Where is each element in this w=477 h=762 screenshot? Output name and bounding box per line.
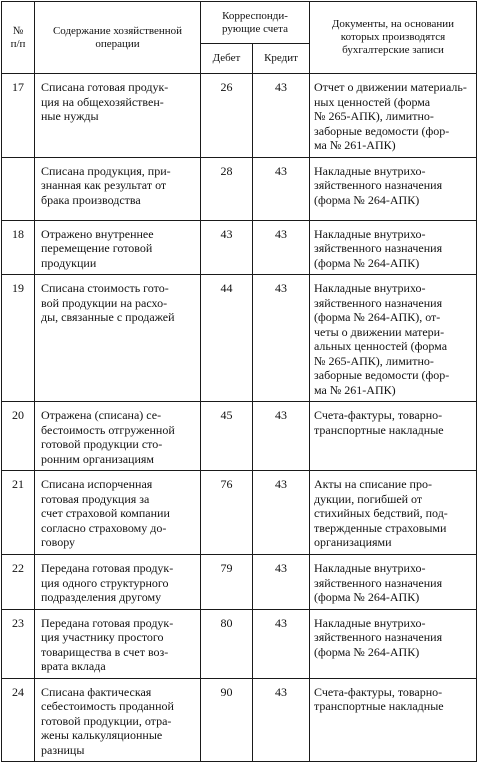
- header-debit: Дебет: [201, 44, 253, 74]
- cell-line: разницы: [41, 742, 85, 757]
- cell-line: Списана готовая продук-: [41, 80, 169, 94]
- credit-account: 43: [253, 402, 310, 471]
- cell-line: заборные ведомости (фор-: [314, 368, 450, 382]
- cell-line: вой продукции на расхо-: [41, 295, 168, 310]
- cell-line: Накладные внутрихо-: [314, 163, 426, 178]
- source-documents: [310, 555, 477, 610]
- cell-line: бестоимость отгруженной: [41, 422, 175, 437]
- cell-line: ция на общехозяйствен-: [41, 94, 164, 109]
- cell-line: товарищества в счет воз-: [41, 644, 169, 659]
- source-documents: [310, 678, 477, 762]
- cell-line: организациями: [314, 535, 392, 549]
- debit-account: 79: [201, 555, 253, 610]
- cell-line: заборные ведомости (фор-: [314, 123, 450, 138]
- header-credit: Кредит: [253, 44, 310, 74]
- cell-line: зяйственного назначения: [314, 241, 443, 255]
- cell-line: ция одного структурного: [41, 575, 169, 590]
- cell-line: Списана стоимость гото-: [41, 281, 169, 295]
- cell-line: зяйственного назначения: [314, 178, 443, 192]
- cell-line: перемещение готовой: [41, 241, 153, 255]
- cell-line: (форма № 264-АПК), от-: [314, 310, 441, 324]
- header-number: № п/п: [2, 2, 35, 74]
- cell-line: врата вклада: [41, 659, 106, 673]
- cell-line: Передана готовая продук-: [41, 615, 174, 630]
- cell-line: дукции, погибшей от: [314, 491, 423, 506]
- table-row: [2, 471, 477, 555]
- row-number: 21: [2, 471, 35, 555]
- cell-line: транспортные накладные: [314, 699, 444, 713]
- cell-line: ных ценностей (форма: [314, 94, 431, 109]
- operation-description: [35, 275, 201, 402]
- credit-account: 43: [253, 678, 310, 762]
- cell-line: Отчет о движении материаль-: [314, 80, 467, 94]
- table-row: [2, 74, 477, 158]
- cell-line: Акты на списание про-: [314, 477, 432, 491]
- table-row: [2, 555, 477, 610]
- cell-line: Накладные внутрихо-: [314, 226, 426, 241]
- operation-description: [35, 220, 201, 275]
- cell-line: ма № 261-АПК): [314, 382, 396, 397]
- cell-line: Отражена (списана) се-: [41, 408, 162, 422]
- cell-line: Отражено внутреннее: [41, 226, 154, 241]
- table-row: [2, 275, 477, 402]
- cell-line: (форма № 264-АПК): [314, 590, 420, 604]
- cell-line: знанная как результат от: [41, 178, 167, 192]
- row-number: 18: [2, 220, 35, 275]
- cell-line: ма № 261-АПК): [314, 138, 396, 152]
- debit-account: 43: [201, 220, 253, 275]
- row-number: 24: [2, 678, 35, 762]
- operation-description: [35, 609, 201, 678]
- table-row: [2, 220, 477, 275]
- cell-line: ные нужды: [41, 109, 99, 123]
- operation-description: [35, 74, 201, 158]
- credit-account: 43: [253, 74, 310, 158]
- cell-line: Счета-фактуры, товарно-: [314, 684, 443, 699]
- cell-line: Списана фактическая: [41, 684, 152, 699]
- row-number: 19: [2, 275, 35, 402]
- cell-line: Накладные внутрихо-: [314, 561, 426, 575]
- cell-line: зяйственного назначения: [314, 295, 443, 310]
- operation-description: [35, 157, 201, 220]
- header-documents: Документы, на основании которых производятся бухгалтерские записи: [310, 2, 477, 74]
- cell-line: брака производства: [41, 192, 141, 207]
- cell-line: жены калькуляционные: [41, 728, 163, 742]
- table-row: [2, 678, 477, 762]
- debit-account: 28: [201, 157, 253, 220]
- row-number: 22: [2, 555, 35, 610]
- cell-line: ция участнику простого: [41, 630, 164, 644]
- operation-description: [35, 678, 201, 762]
- cell-line: готовой продукции, отра-: [41, 713, 172, 728]
- credit-account: 43: [253, 275, 310, 402]
- row-number: 17: [2, 74, 35, 158]
- credit-account: 43: [253, 555, 310, 610]
- debit-account: 80: [201, 609, 253, 678]
- cell-line: (форма № 264-АПК): [314, 644, 420, 659]
- cell-line: готовая продукция за: [41, 491, 150, 506]
- cell-line: ды, связанные с продажей: [41, 310, 175, 324]
- table-row: [2, 157, 477, 220]
- cell-line: альных ценностей (форма: [314, 339, 448, 353]
- credit-account: 43: [253, 220, 310, 275]
- cell-line: № 265-АПК), лимитно-: [314, 353, 434, 368]
- row-number: 20: [2, 402, 35, 471]
- cell-line: Списана продукция, при-: [41, 163, 171, 178]
- cell-line: говору: [41, 535, 76, 549]
- cell-line: твержденные страховыми: [314, 520, 447, 535]
- cell-line: Передана готовая продук-: [41, 561, 174, 575]
- cell-line: подразделения другому: [41, 590, 162, 604]
- operation-description: [35, 402, 201, 471]
- cell-line: Накладные внутрихо-: [314, 281, 426, 295]
- source-documents: [310, 275, 477, 402]
- debit-account: 26: [201, 74, 253, 158]
- credit-account: 43: [253, 471, 310, 555]
- business-operations-table: [1, 1, 477, 762]
- source-documents: [310, 402, 477, 471]
- table-row: [2, 402, 477, 471]
- cell-line: продукции: [41, 255, 97, 270]
- source-documents: [310, 220, 477, 275]
- operation-description: [35, 471, 201, 555]
- credit-account: 43: [253, 157, 310, 220]
- cell-line: (форма № 264-АПК): [314, 192, 420, 207]
- cell-line: ронним организациям: [41, 451, 154, 466]
- cell-line: стихийных бедствий, под-: [314, 506, 448, 520]
- row-number: [2, 157, 35, 220]
- debit-account: 90: [201, 678, 253, 762]
- debit-account: 45: [201, 402, 253, 471]
- cell-line: (форма № 264-АПК): [314, 255, 420, 270]
- cell-line: Накладные внутрихо-: [314, 615, 426, 630]
- source-documents: [310, 471, 477, 555]
- cell-line: четы о движении матери-: [314, 324, 445, 339]
- cell-line: № 265-АПК), лимитно-: [314, 109, 434, 123]
- source-documents: [310, 157, 477, 220]
- operation-description: [35, 555, 201, 610]
- cell-line: себестоимость проданной: [41, 699, 174, 713]
- header-operation: Содержание хозяйственной операции: [35, 2, 201, 74]
- header-accounts: Корреспонди- рующие счета: [201, 2, 310, 44]
- cell-line: согласно страховому до-: [41, 520, 167, 535]
- cell-line: транспортные накладные: [314, 422, 444, 437]
- table-row: [2, 609, 477, 678]
- cell-line: Списана испорченная: [41, 477, 153, 491]
- cell-line: зяйственного назначения: [314, 630, 443, 644]
- credit-account: 43: [253, 609, 310, 678]
- cell-line: Счета-фактуры, товарно-: [314, 408, 443, 422]
- cell-line: зяйственного назначения: [314, 575, 443, 590]
- row-number: 23: [2, 609, 35, 678]
- cell-line: счет страховой компании: [41, 506, 170, 520]
- source-documents: [310, 74, 477, 158]
- source-documents: [310, 609, 477, 678]
- cell-line: готовой продукции сто-: [41, 437, 163, 451]
- debit-account: 44: [201, 275, 253, 402]
- debit-account: 76: [201, 471, 253, 555]
